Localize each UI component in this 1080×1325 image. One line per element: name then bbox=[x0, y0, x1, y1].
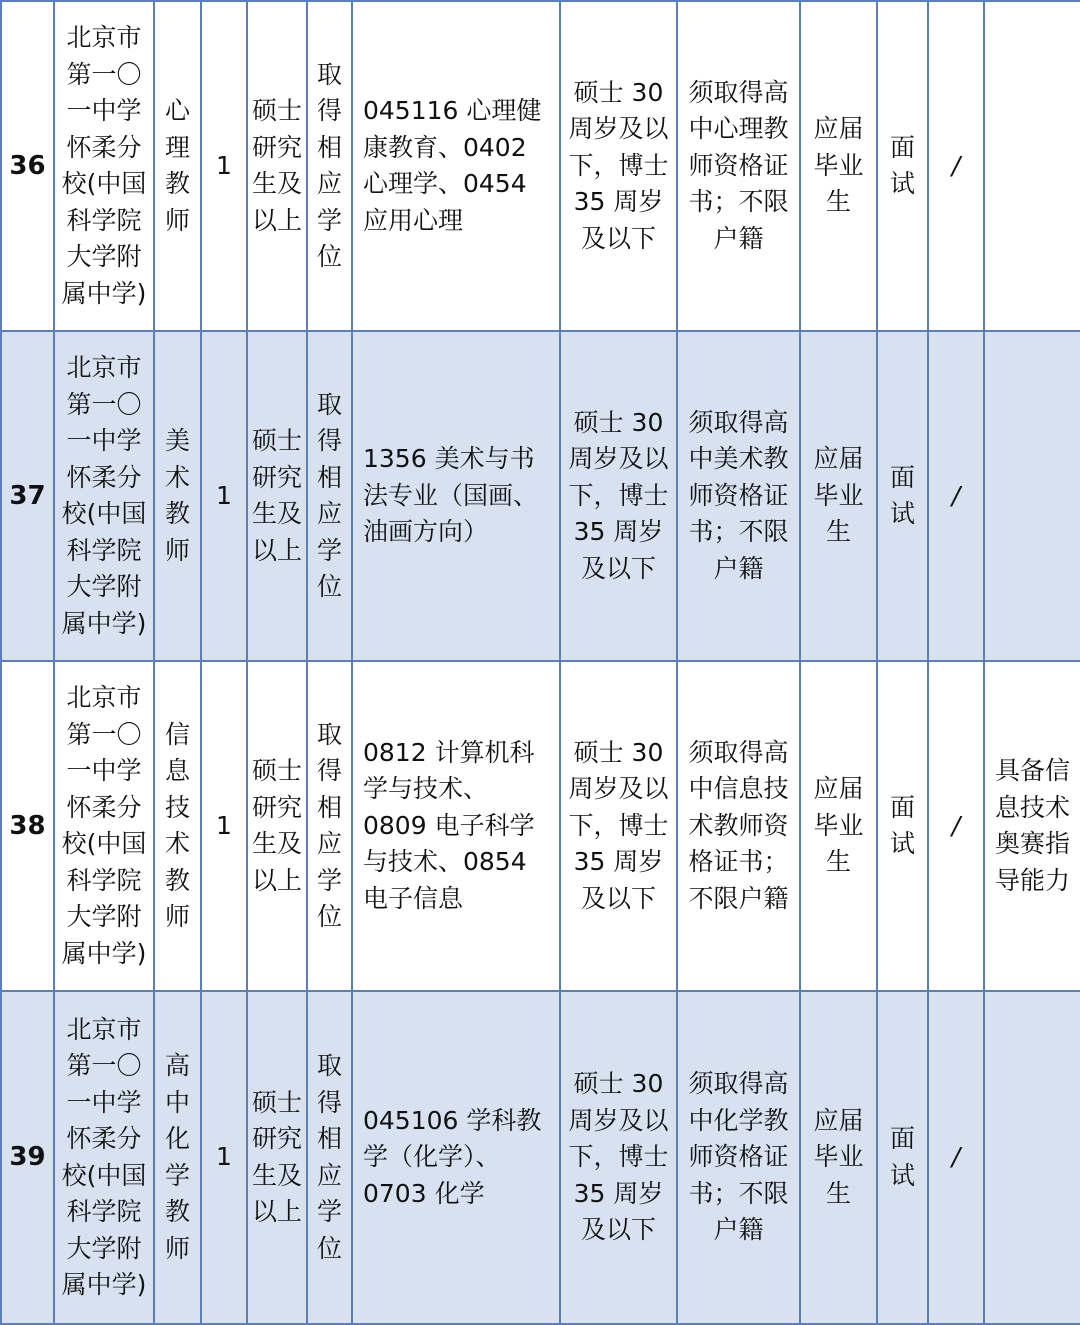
slash-cell: / bbox=[928, 1, 984, 331]
row-number: 38 bbox=[1, 661, 54, 991]
position-name: 高中化学教师 bbox=[154, 991, 201, 1324]
age-requirement: 硕士 30 周岁及以下，博士 35 周岁及以下 bbox=[560, 661, 677, 991]
exam-type: 面试 bbox=[877, 331, 928, 661]
degree-requirement: 取得相应学位 bbox=[307, 661, 352, 991]
position-name: 心理教师 bbox=[154, 1, 201, 331]
other-requirement: 须取得高中心理教师资格证书；不限户籍 bbox=[677, 1, 800, 331]
education-requirement: 硕士研究生及以上 bbox=[247, 661, 307, 991]
age-requirement: 硕士 30 周岁及以下，博士 35 周岁及以下 bbox=[560, 331, 677, 661]
exam-type: 面试 bbox=[877, 991, 928, 1324]
other-requirement: 须取得高中美术教师资格证书；不限户籍 bbox=[677, 331, 800, 661]
remarks: 具备信息技术奥赛指导能力 bbox=[984, 661, 1080, 991]
degree-requirement: 取得相应学位 bbox=[307, 991, 352, 1324]
hiring-count: 1 bbox=[201, 991, 247, 1324]
candidate-source: 应届毕业生 bbox=[800, 331, 877, 661]
employer-unit: 北京市第一〇一中学怀柔分校(中国科学院大学附属中学) bbox=[54, 991, 154, 1324]
major-requirement: 0812 计算机科学与技术、0809 电子科学与技术、0854 电子信息 bbox=[352, 661, 560, 991]
age-requirement: 硕士 30 周岁及以下，博士 35 周岁及以下 bbox=[560, 1, 677, 331]
employer-unit: 北京市第一〇一中学怀柔分校(中国科学院大学附属中学) bbox=[54, 1, 154, 331]
major-requirement: 1356 美术与书法专业（国画、油画方向） bbox=[352, 331, 560, 661]
hiring-count: 1 bbox=[201, 331, 247, 661]
table-row bbox=[1, 1, 1080, 331]
employer-unit: 北京市第一〇一中学怀柔分校(中国科学院大学附属中学) bbox=[54, 661, 154, 991]
row-number: 37 bbox=[1, 331, 54, 661]
degree-requirement: 取得相应学位 bbox=[307, 331, 352, 661]
slash-cell: / bbox=[928, 991, 984, 1324]
table-row bbox=[1, 331, 1080, 661]
remarks bbox=[984, 331, 1080, 661]
remarks bbox=[984, 991, 1080, 1324]
slash-cell: / bbox=[928, 331, 984, 661]
employer-unit: 北京市第一〇一中学怀柔分校(中国科学院大学附属中学) bbox=[54, 331, 154, 661]
other-requirement: 须取得高中化学教师资格证书；不限户籍 bbox=[677, 991, 800, 1324]
candidate-source: 应届毕业生 bbox=[800, 661, 877, 991]
hiring-count: 1 bbox=[201, 661, 247, 991]
table-row bbox=[1, 991, 1080, 1324]
remarks bbox=[984, 1, 1080, 331]
education-requirement: 硕士研究生及以上 bbox=[247, 1, 307, 331]
other-requirement: 须取得高中信息技术教师资格证书；不限户籍 bbox=[677, 661, 800, 991]
hiring-count: 1 bbox=[201, 1, 247, 331]
degree-requirement: 取得相应学位 bbox=[307, 1, 352, 331]
age-requirement: 硕士 30 周岁及以下，博士 35 周岁及以下 bbox=[560, 991, 677, 1324]
exam-type: 面试 bbox=[877, 1, 928, 331]
education-requirement: 硕士研究生及以上 bbox=[247, 331, 307, 661]
table-row bbox=[1, 661, 1080, 991]
candidate-source: 应届毕业生 bbox=[800, 991, 877, 1324]
position-name: 信息技术教师 bbox=[154, 661, 201, 991]
slash-cell: / bbox=[928, 661, 984, 991]
position-name: 美术教师 bbox=[154, 331, 201, 661]
exam-type: 面试 bbox=[877, 661, 928, 991]
major-requirement: 045106 学科教学（化学）、0703 化学 bbox=[352, 991, 560, 1324]
row-number: 36 bbox=[1, 1, 54, 331]
row-number: 39 bbox=[1, 991, 54, 1324]
candidate-source: 应届毕业生 bbox=[800, 1, 877, 331]
education-requirement: 硕士研究生及以上 bbox=[247, 991, 307, 1324]
major-requirement: 045116 心理健康教育、0402 心理学、0454 应用心理 bbox=[352, 1, 560, 331]
